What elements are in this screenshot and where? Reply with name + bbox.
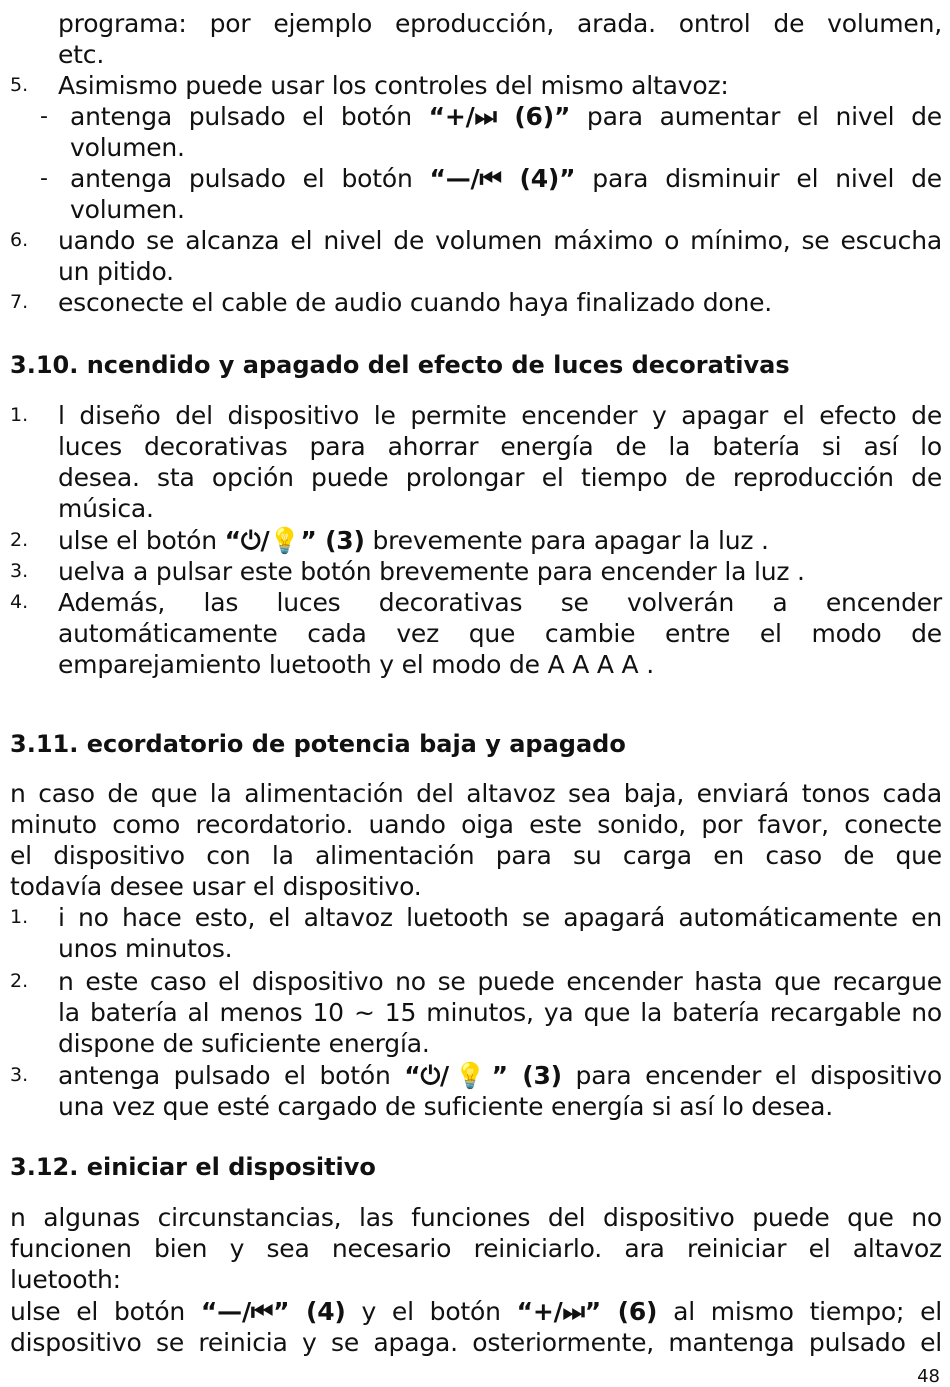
button-reference: “⏻/💡” (3) <box>404 1061 562 1090</box>
text-line: antenga pulsado el botón “+/⏭ (6)” para aumentar el nivel de <box>70 102 942 131</box>
text-line: etc. <box>58 40 105 69</box>
text-line: ulse el botón “—/⏮” (4) y el botón “+/⏭” (6) al mismo tiempo; el <box>10 1297 943 1326</box>
text-line: n este caso el dispositivo no se puede encender hasta que recargue <box>58 967 942 996</box>
page-number: 48 <box>917 1366 940 1387</box>
text-line: unos minutos. <box>58 934 233 963</box>
text-line: funcionen bien y sea necesario reiniciarlo. ara reiniciar el altavoz <box>10 1234 942 1263</box>
text-line: antenga pulsado el botón “⏻/💡” (3) para encender el dispositivo <box>58 1061 943 1090</box>
list-dash: - <box>40 104 48 129</box>
button-reference: “⏻/💡” (3) <box>224 526 365 555</box>
list-number: 3. <box>10 1064 29 1086</box>
list-number: 5. <box>10 74 29 96</box>
text-line: i no hace esto, el altavoz luetooth se apagará automáticamente en <box>58 903 942 932</box>
text-line: la batería al menos 10 ~ 15 minutos, ya que la batería recargable no <box>58 998 942 1027</box>
text-line: ulse el botón “⏻/💡” (3) brevemente para apagar la luz . <box>58 526 769 555</box>
text-line: programa: por ejemplo eproducción, arada. ontrol de volumen, <box>58 9 942 38</box>
text-line: desea. sta opción puede prolongar el tiempo de reproducción de <box>58 463 942 492</box>
list-number: 7. <box>10 291 29 313</box>
text-line: minuto como recordatorio. uando oiga este sonido, por favor, conecte <box>10 810 942 839</box>
list-number: 3. <box>10 560 29 582</box>
section-heading: 3.10. ncendido y apagado del efecto de luces decorativas <box>10 351 790 379</box>
text-line: el dispositivo con la alimentación para su carga en caso de que <box>10 841 942 870</box>
text-line: uando se alcanza el nivel de volumen máximo o mínimo, se escucha <box>58 226 942 255</box>
text-line: volumen. <box>70 133 185 162</box>
section-heading: 3.12. einiciar el dispositivo <box>10 1153 376 1181</box>
text-line: n caso de que la alimentación del altavoz sea baja, enviará tonos cada <box>10 779 942 808</box>
button-reference: “+/⏭ (6)” <box>428 102 571 131</box>
text-line: una vez que esté cargado de suficiente energía si así lo desea. <box>58 1092 834 1121</box>
text-line: Además, las luces decorativas se volverán a encender <box>58 588 942 617</box>
text-line: antenga pulsado el botón “—/⏮ (4)” para disminuir el nivel de <box>70 164 942 193</box>
text-line: luces decorativas para ahorrar energía de la batería si así lo <box>58 432 942 461</box>
text-line: n algunas circunstancias, las funciones del dispositivo puede que no <box>10 1203 942 1232</box>
text-line: luetooth: <box>10 1265 121 1294</box>
list-dash: - <box>40 166 48 191</box>
list-number: 1. <box>10 906 29 928</box>
text-line: Asimismo puede usar los controles del mismo altavoz: <box>58 71 729 100</box>
list-number: 6. <box>10 229 29 251</box>
text-line: un pitido. <box>58 257 174 286</box>
text-line: automáticamente cada vez que cambie entre el modo de <box>58 619 942 648</box>
list-number: 2. <box>10 970 29 992</box>
text-line: dispositivo se reinicia y se apaga. osteriormente, mantenga pulsado el <box>10 1328 942 1357</box>
text-line: l diseño del dispositivo le permite encender y apagar el efecto de <box>58 401 942 430</box>
text-line: dispone de suficiente energía. <box>58 1029 430 1058</box>
text-line: emparejamiento luetooth y el modo de A A A A . <box>58 650 654 679</box>
list-number: 4. <box>10 591 29 613</box>
button-reference: “+/⏭” (6) <box>516 1297 658 1326</box>
text-line: música. <box>58 494 154 523</box>
text-line: volumen. <box>70 195 185 224</box>
text-line: todavía desee usar el dispositivo. <box>10 872 422 901</box>
button-reference: “—/⏮ (4)” <box>429 164 576 193</box>
list-number: 1. <box>10 404 29 426</box>
list-number: 2. <box>10 529 29 551</box>
section-heading: 3.11. ecordatorio de potencia baja y apagado <box>10 730 626 758</box>
text-line: esconecte el cable de audio cuando haya finalizado done. <box>58 288 773 317</box>
text-line: uelva a pulsar este botón brevemente para encender la luz . <box>58 557 805 586</box>
button-reference: “—/⏮” (4) <box>200 1297 346 1326</box>
